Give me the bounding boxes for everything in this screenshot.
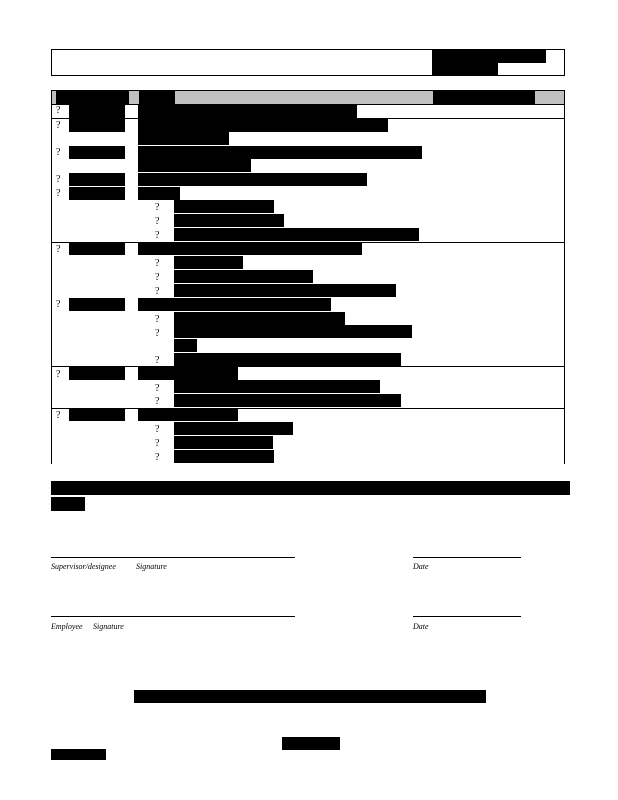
bullet: ? bbox=[155, 355, 160, 366]
row-text-redaction bbox=[138, 159, 251, 172]
bullet: ? bbox=[155, 383, 160, 394]
row-rule bbox=[51, 366, 565, 367]
bullet: ? bbox=[56, 299, 61, 310]
table-header-redaction-2 bbox=[139, 91, 175, 104]
bullet: ? bbox=[155, 230, 160, 241]
row-label-redaction bbox=[69, 187, 125, 200]
row-text-redaction bbox=[138, 242, 362, 255]
bullet: ? bbox=[56, 244, 61, 255]
row-label-redaction bbox=[69, 173, 125, 186]
table-header-redaction-1 bbox=[56, 91, 129, 104]
bullet: ? bbox=[155, 286, 160, 297]
sub-item-redaction bbox=[174, 339, 197, 352]
sub-item-redaction bbox=[174, 228, 419, 241]
sub-item-redaction bbox=[174, 214, 284, 227]
row-text-redaction bbox=[138, 367, 238, 380]
acknowledgement-redaction bbox=[51, 497, 85, 511]
bullet: ? bbox=[155, 272, 160, 283]
sub-item-redaction bbox=[174, 436, 273, 449]
row-text-redaction bbox=[138, 408, 238, 421]
row-label-redaction bbox=[69, 105, 125, 118]
supervisor-label: Supervisor/designee bbox=[51, 562, 116, 571]
bullet: ? bbox=[155, 396, 160, 407]
bullet: ? bbox=[56, 147, 61, 158]
employee-label: Employee bbox=[51, 622, 83, 631]
sub-item-redaction bbox=[174, 256, 243, 269]
row-rule bbox=[51, 408, 565, 409]
sub-item-redaction bbox=[174, 200, 274, 213]
row-text-redaction bbox=[138, 187, 180, 200]
table-header-redaction-3 bbox=[433, 91, 535, 104]
employee-date-line bbox=[413, 616, 521, 617]
header-redaction-2 bbox=[433, 63, 498, 76]
bullet: ? bbox=[56, 369, 61, 380]
sub-item-redaction bbox=[174, 450, 274, 463]
sub-item-redaction bbox=[174, 353, 401, 366]
bullet: ? bbox=[155, 314, 160, 325]
bullet: ? bbox=[155, 438, 160, 449]
row-text-redaction bbox=[138, 173, 367, 186]
sub-item-redaction bbox=[174, 394, 401, 407]
employee-date-label: Date bbox=[413, 622, 429, 631]
row-text-redaction bbox=[138, 146, 422, 159]
supervisor-date-label: Date bbox=[413, 562, 429, 571]
supervisor-signature-label: Signature bbox=[136, 562, 167, 571]
bullet: ? bbox=[155, 258, 160, 269]
supervisor-signature-line bbox=[51, 557, 295, 558]
bullet: ? bbox=[155, 424, 160, 435]
sub-item-redaction bbox=[174, 422, 293, 435]
bullet: ? bbox=[155, 328, 160, 339]
sub-item-redaction bbox=[174, 325, 412, 338]
bullet: ? bbox=[155, 452, 160, 463]
row-label-redaction bbox=[69, 408, 125, 421]
sub-item-redaction bbox=[174, 270, 313, 283]
row-label-redaction bbox=[69, 119, 125, 132]
supervisor-date-line bbox=[413, 557, 521, 558]
employee-signature-line bbox=[51, 616, 295, 617]
bullet: ? bbox=[56, 120, 61, 131]
bullet: ? bbox=[155, 216, 160, 227]
acknowledgement-redaction bbox=[51, 481, 570, 495]
bullet: ? bbox=[56, 105, 61, 116]
bullet: ? bbox=[56, 410, 61, 421]
row-label-redaction bbox=[69, 242, 125, 255]
header-redaction-1 bbox=[433, 50, 546, 63]
footer-redaction bbox=[282, 737, 340, 750]
footer-redaction bbox=[134, 690, 486, 703]
bullet: ? bbox=[155, 202, 160, 213]
sub-item-redaction bbox=[174, 312, 345, 325]
footer-redaction bbox=[51, 749, 106, 760]
row-label-redaction bbox=[69, 367, 125, 380]
row-text-redaction bbox=[138, 298, 331, 311]
row-label-redaction bbox=[69, 298, 125, 311]
row-text-redaction bbox=[138, 105, 357, 118]
bullet: ? bbox=[56, 188, 61, 199]
row-text-redaction bbox=[138, 132, 229, 145]
row-text-redaction bbox=[138, 119, 388, 132]
sub-item-redaction bbox=[174, 380, 380, 393]
sub-item-redaction bbox=[174, 284, 396, 297]
row-label-redaction bbox=[69, 146, 125, 159]
bullet: ? bbox=[56, 174, 61, 185]
employee-signature-label: Signature bbox=[93, 622, 124, 631]
